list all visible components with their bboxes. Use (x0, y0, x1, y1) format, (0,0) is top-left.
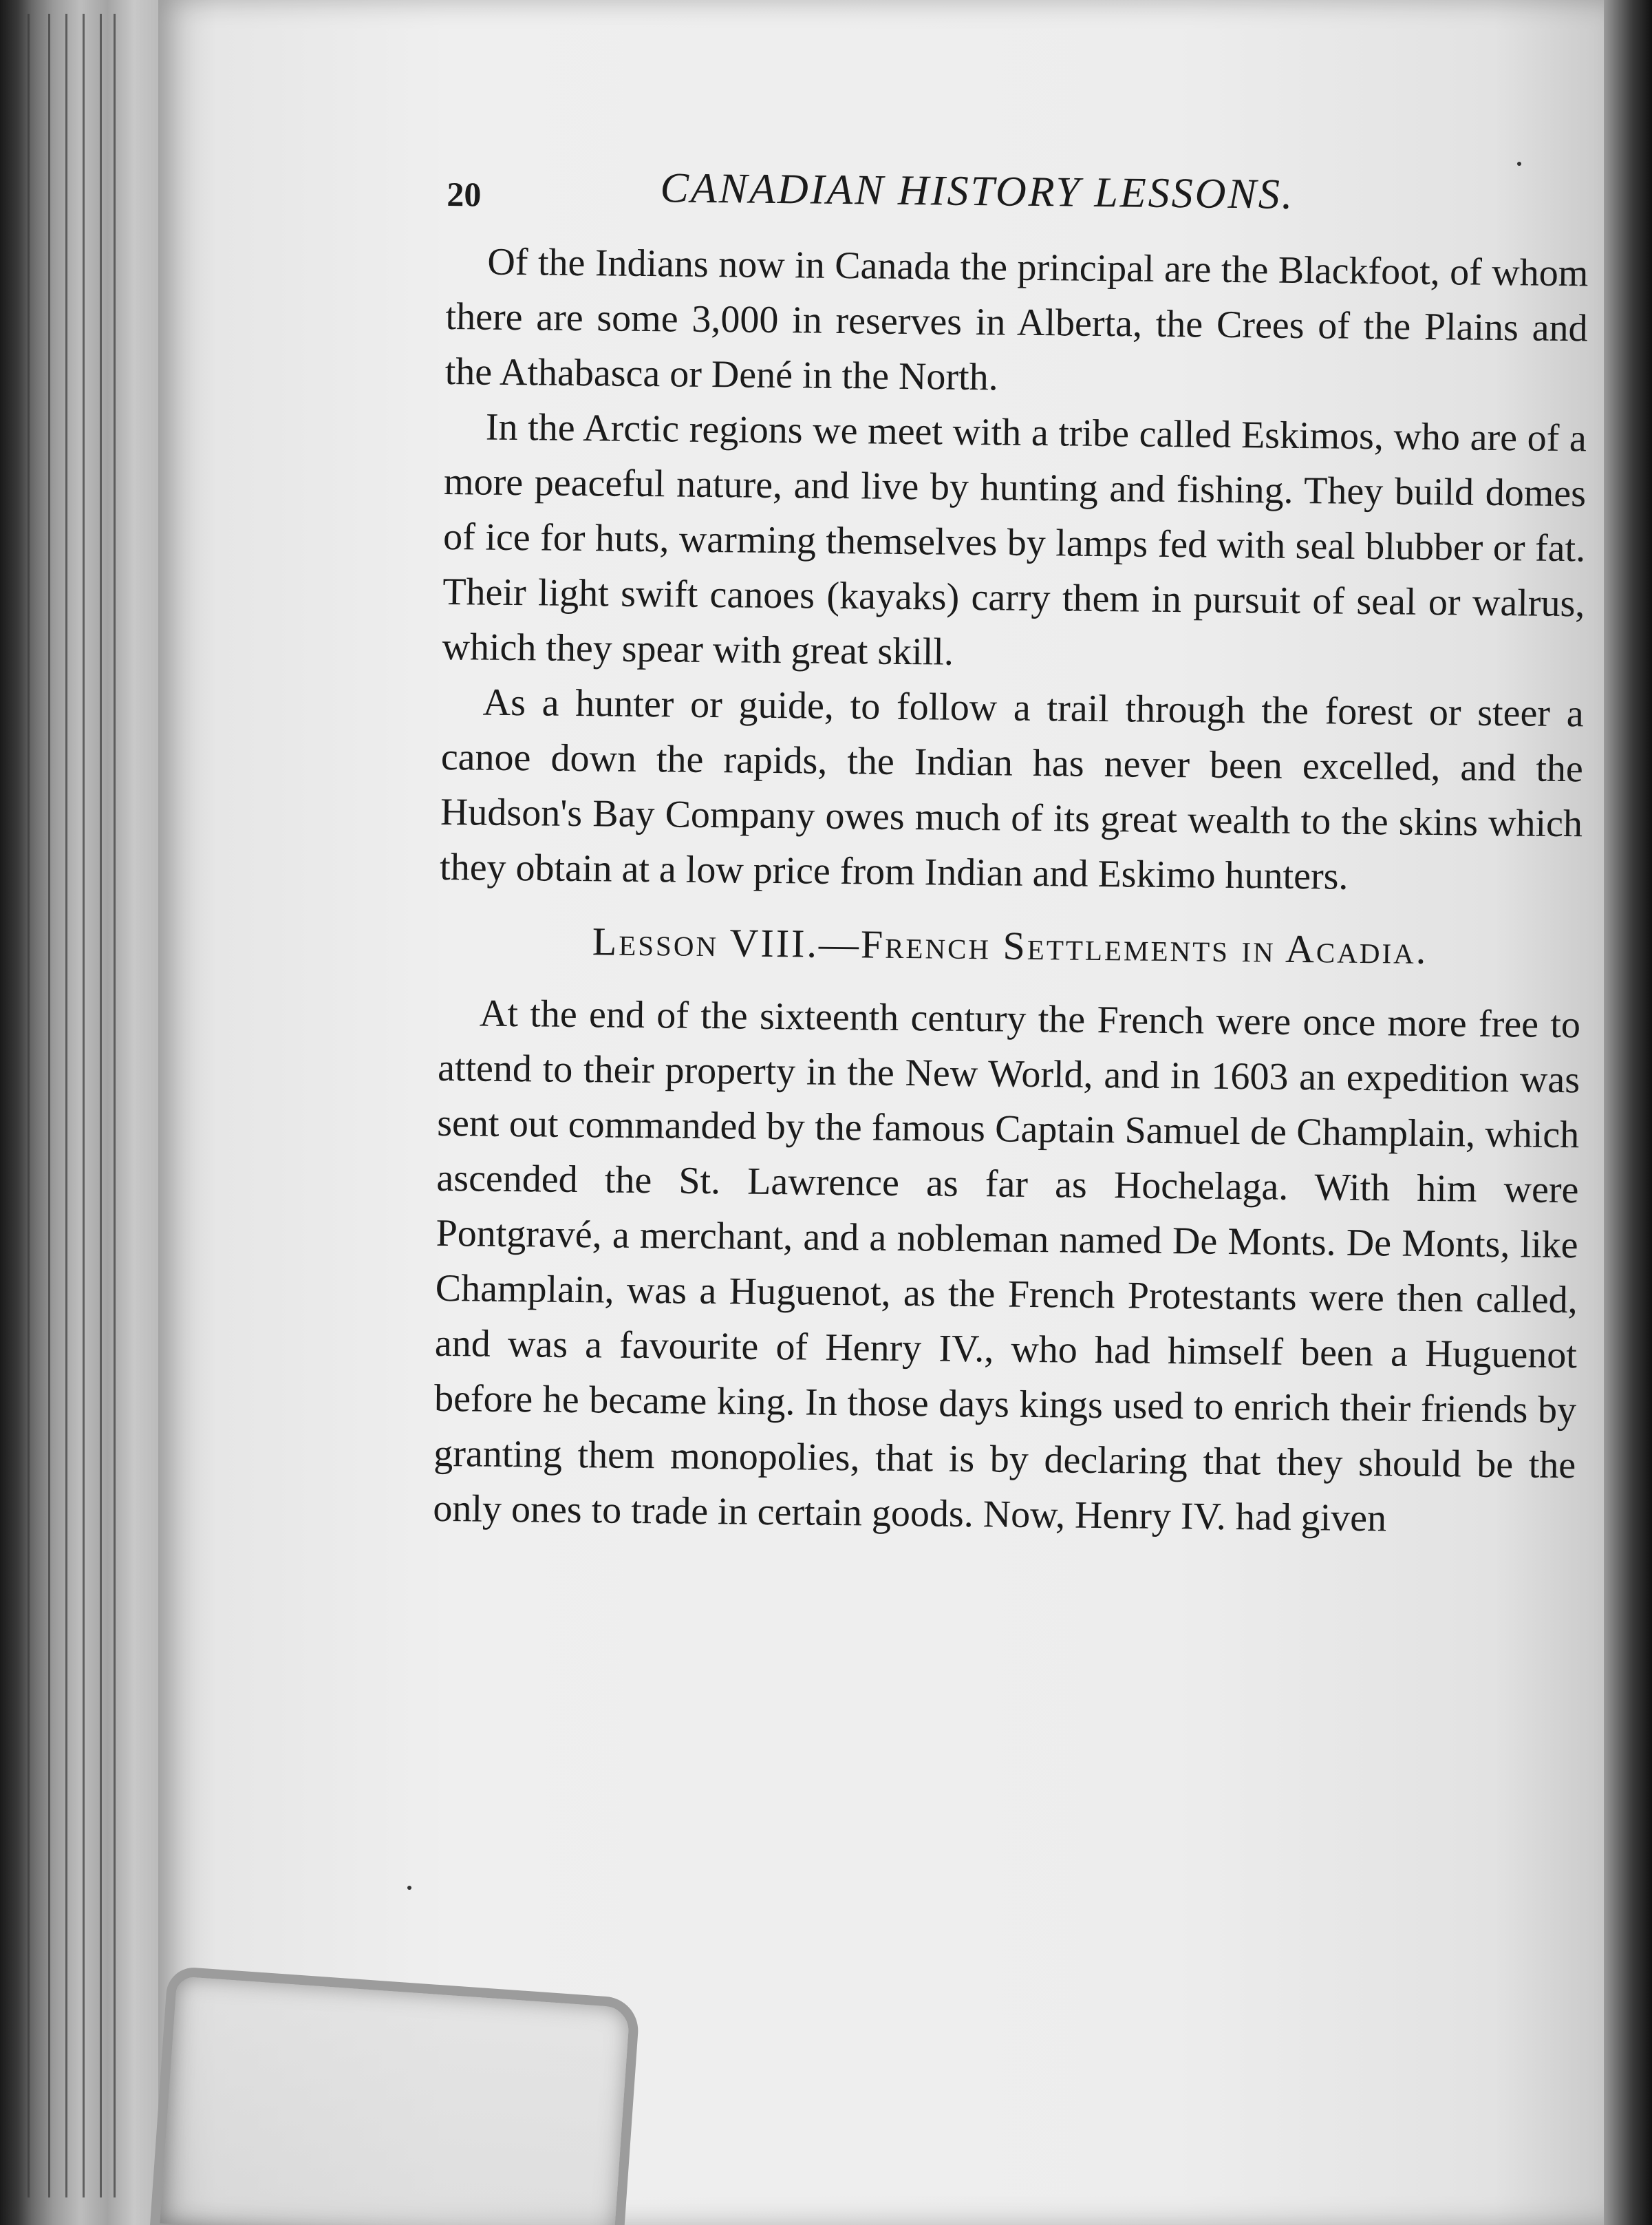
page-number: 20 (447, 174, 482, 214)
paragraph: Of the Indians now in Canada the principal are the Blackfoot, of whom there are some 3,000 in reserves in Alberta, the Crees of the Plains and the Athabasca or Dené in the North. (444, 240, 1589, 399)
paragraph: As a hunter or guide, to follow a trail through the forest or steer a canoe down the rapids, the Indian has never been excelled, and the Hudson's Bay Company owes much of its great wealth to the skins which they obtain at a low price from Indian and Eskimo hunters. (439, 681, 1584, 898)
page-edges (0, 0, 179, 2225)
page-header (447, 158, 1589, 246)
speck (407, 1886, 411, 1890)
page-text (433, 158, 1589, 1548)
lesson-heading: Lesson VIII.—French Settlements in Acadia. (592, 919, 1428, 972)
running-title: CANADIAN HISTORY LESSONS. (660, 164, 1295, 218)
page-gutter-shadow (1604, 0, 1652, 2225)
paragraph: In the Arctic regions we meet with a tribe called Eskimos, who are of a more peaceful nature, and live by hunting and fishing. They build domes of ice for huts, warming themselves by lamps fed with seal blubber or fat. Their light swift canoes (kayaks) carry them in pursuit of seal or walrus, which they spear with great skill. (442, 405, 1587, 674)
speck (1517, 162, 1521, 166)
paragraph: At the end of the sixteenth century the French were once more free to attend to their property in the New World, and in 1603 an expedition was sent out commanded by the famous Captain Samuel de Champlain, which ascended the St. Lawrence as far as Hochelaga. With him were Pontgravé, a merchant, and a nobleman named De Monts. De Monts, like Champlain, was a Huguenot, as the French Protestants were then called, and was a favourite of Henry IV., who had himself been a Huguenot before he became king. In those days kings used to enrich their friends by granting them monopolies, that is by declaring that they should be the only ones to trade in certain goods. Now, Henry IV. had given (433, 992, 1581, 1540)
glass-weight (149, 1966, 640, 2225)
